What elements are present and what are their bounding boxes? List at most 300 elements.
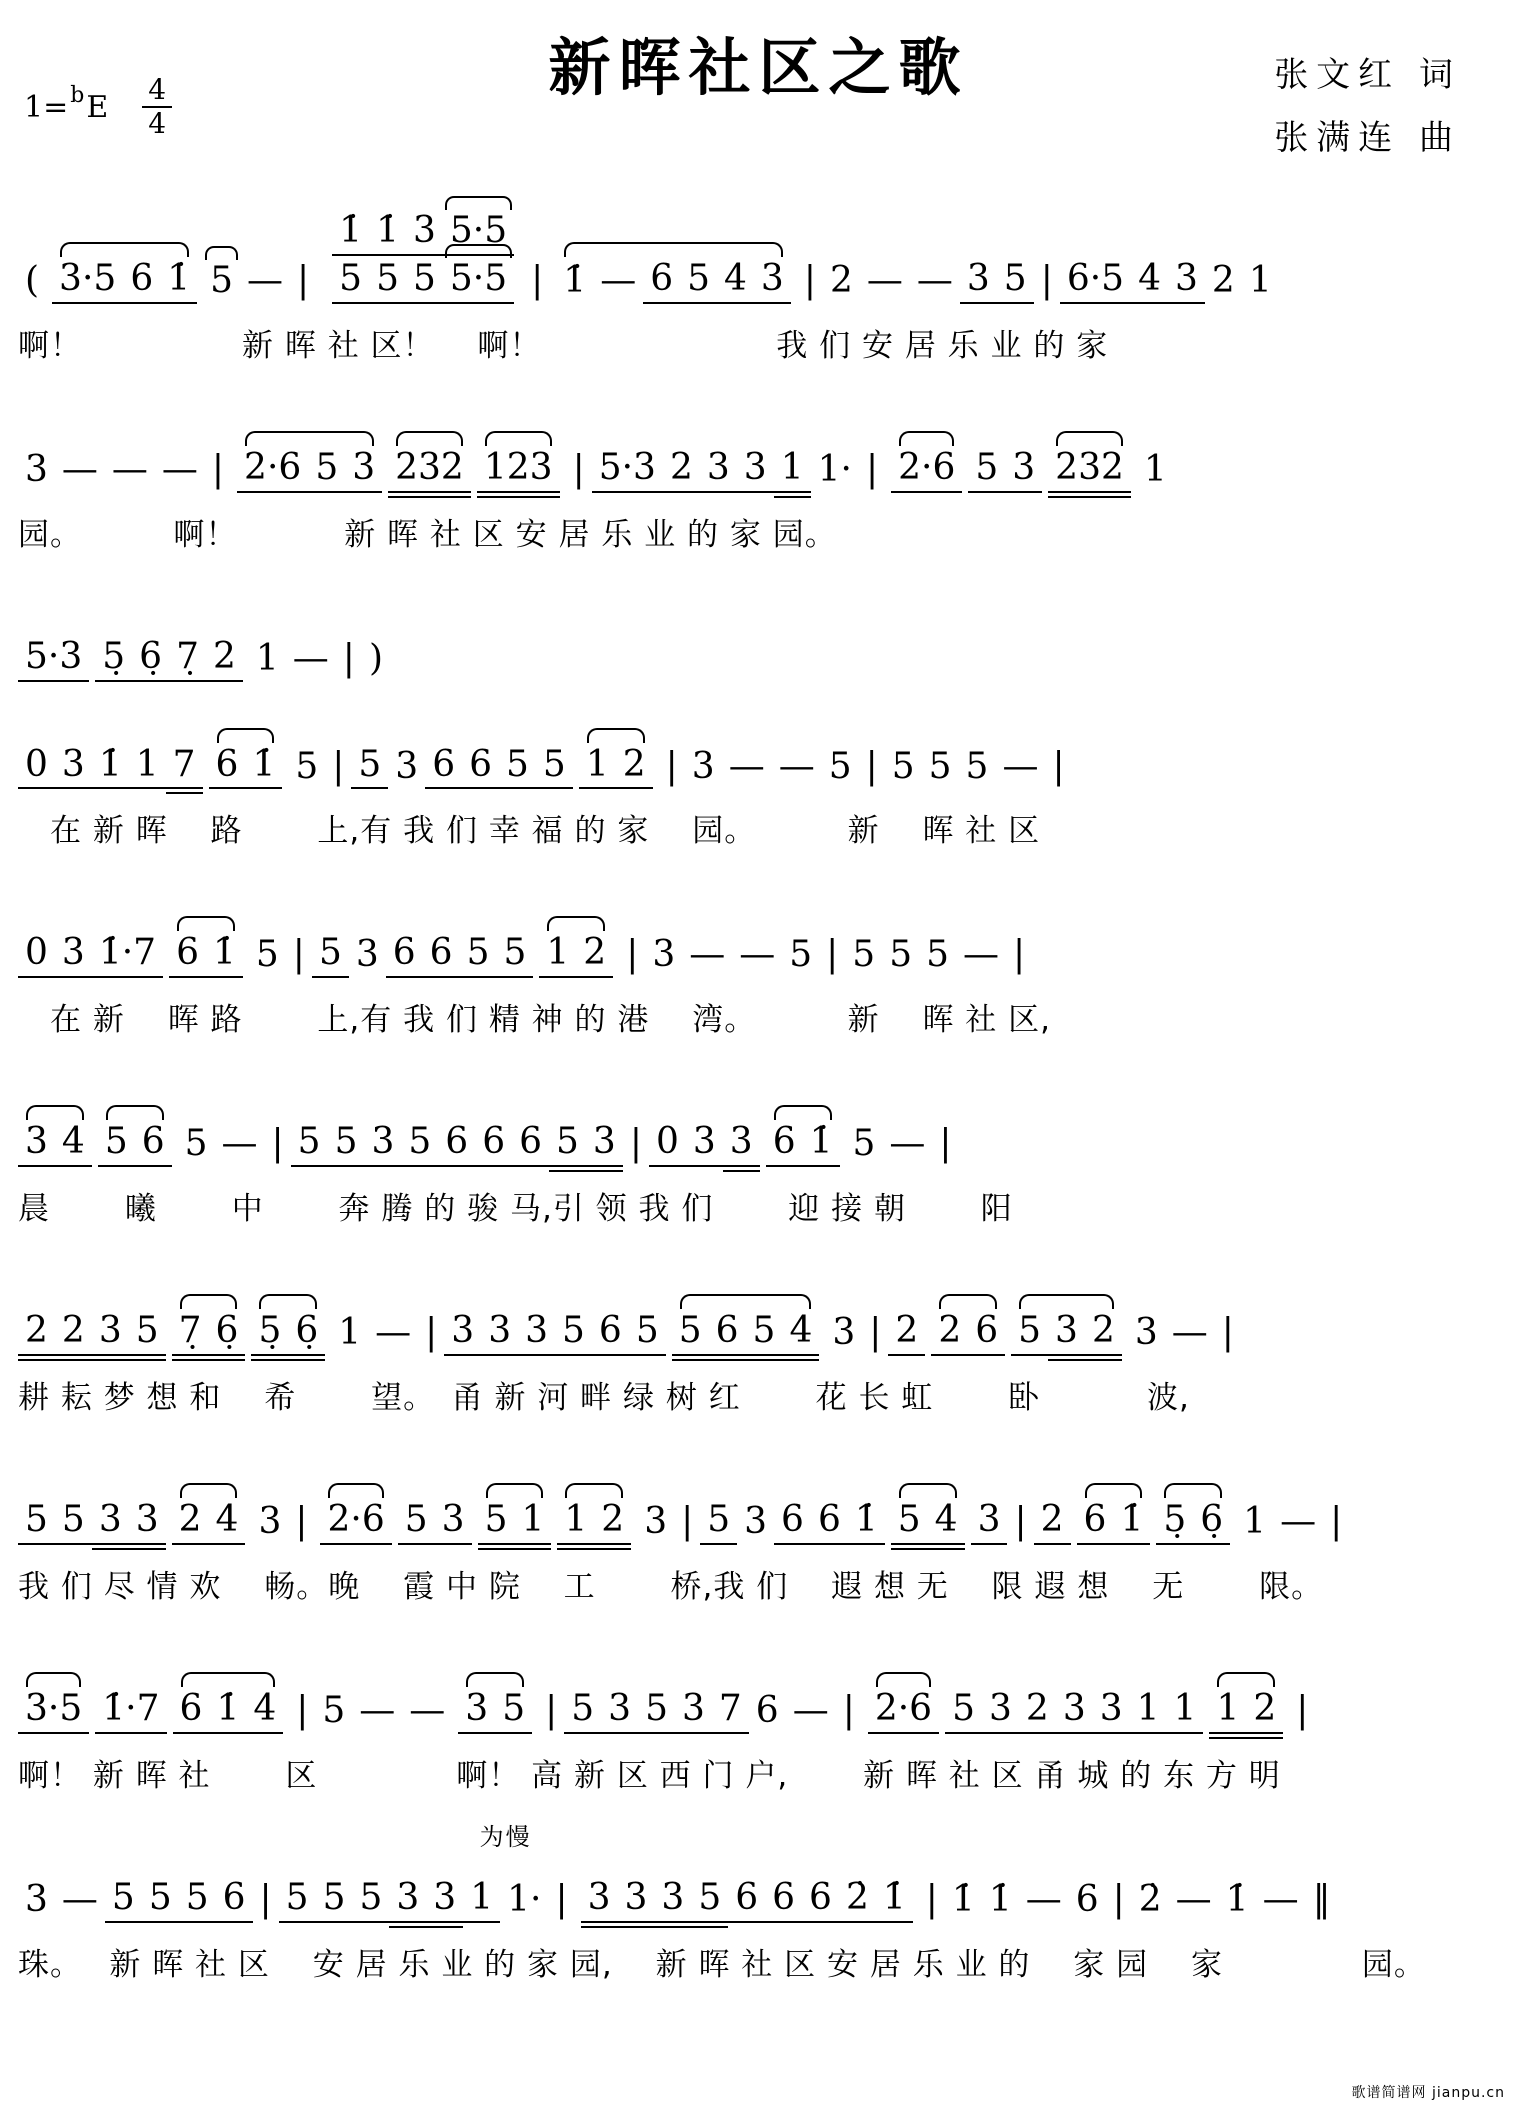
note-token: 5 — [332, 260, 369, 304]
note-token: 3 — [55, 746, 92, 790]
note-group — [18, 1483, 166, 1545]
note-group — [557, 1483, 631, 1545]
note-token: 5·5 — [443, 260, 514, 304]
note-token: 6 — [968, 1312, 1005, 1356]
note-token: 2 — [55, 1312, 92, 1356]
lyric-line: 啊！ 新 晖 社 区！ 啊！ 我 们 安 居 乐 业 的 家 — [18, 327, 1109, 364]
note-group — [18, 728, 203, 790]
note-token: | — [1296, 1689, 1309, 1731]
note-group — [388, 431, 471, 493]
note-token: | — [626, 934, 639, 976]
note-token: | — [425, 1312, 438, 1354]
note-token: 4 — [55, 1123, 92, 1167]
note-token: | — [545, 1689, 558, 1731]
meter-numerator: 4 — [142, 74, 172, 108]
note-token: 5 — [536, 746, 573, 790]
note-token: 1 — [255, 637, 279, 679]
note-token: 6 — [811, 1501, 848, 1545]
note-token: 1 — [774, 449, 811, 493]
music-line — [18, 1822, 1507, 1923]
note-token: 1 — [463, 1879, 500, 1923]
lyric-line: 园。 啊！ 新 晖 社 区 安 居 乐 业 的 家 园。 — [18, 516, 837, 553]
note-token: — — [1280, 1501, 1317, 1542]
note-token: 3 — [723, 1123, 760, 1167]
note-token: 4 — [1131, 260, 1168, 304]
lyric-line: 我 们 尽 情 欢 畅。晚 霞 中 院 工 桥,我 们 遐 想 无 限 遐 想 无 限。 — [18, 1568, 1324, 1605]
note-token: 3 — [518, 1312, 555, 1356]
note-token: 3 — [355, 934, 379, 976]
note-token: 3 — [618, 1879, 655, 1923]
note-group — [18, 433, 231, 493]
note-token: 3 — [129, 1501, 166, 1545]
page-title: 新晖社区之歌 — [548, 31, 969, 104]
note-token: 123 — [477, 449, 560, 493]
note-token: | — [665, 745, 678, 787]
note-token: — — [1262, 1878, 1299, 1920]
note-token: — — [889, 1123, 926, 1165]
note-token: 5̣ — [1156, 1501, 1193, 1545]
note-token: 3 — [92, 1312, 129, 1356]
note-token: 2 — [616, 746, 653, 790]
lyric-line: 在 新 晖 路 上,有 我 们 精 神 的 港 湾。 新 晖 社 区, — [18, 1002, 1052, 1039]
note-group — [971, 1483, 1071, 1545]
note-group — [477, 431, 560, 493]
note-token: | — [1112, 1878, 1125, 1920]
note-token: 5 — [997, 260, 1034, 304]
note-group — [797, 242, 1279, 304]
note-token: 5 — [142, 1879, 179, 1923]
note-token: | — [295, 1501, 308, 1542]
note-token: 1̇·7 — [95, 1690, 166, 1734]
note-token: 2·6 — [868, 1690, 939, 1734]
note-token: 6 — [1075, 1878, 1099, 1920]
note-token: 0 — [18, 934, 55, 978]
note-token: 2 — [1019, 1690, 1056, 1734]
note-token: 2̇ — [839, 1879, 876, 1923]
note-token: 3 — [700, 449, 737, 493]
note-token: 0 — [649, 1123, 686, 1167]
key-signature — [24, 74, 172, 140]
note-token: | — [296, 1689, 309, 1731]
note-token: 5 — [549, 1123, 586, 1167]
note-group — [249, 916, 533, 978]
note-token: 1̇ — [563, 259, 587, 301]
note-token: 3 — [406, 212, 443, 256]
note-token: 1̇ — [332, 212, 369, 256]
note-token: 5 — [312, 934, 349, 978]
note-group — [846, 1107, 959, 1167]
note-token: 3 — [55, 934, 92, 978]
note-token: 5 — [18, 1501, 55, 1545]
note-token: — — [728, 745, 765, 787]
note-token: 5 — [891, 1501, 928, 1545]
note-token: 3 — [652, 934, 676, 976]
score-line — [18, 1672, 1507, 1795]
note-token: — — [221, 1123, 258, 1165]
note-token: | — [259, 1878, 272, 1920]
note-group — [203, 244, 316, 304]
note-group — [891, 1483, 965, 1545]
note-token: | — [292, 934, 305, 976]
note-group — [52, 242, 197, 304]
note-group — [458, 1672, 532, 1734]
note-token: 1̇ — [848, 1501, 885, 1545]
note-group — [1209, 1672, 1283, 1734]
note-token: 4 — [928, 1501, 965, 1545]
composer-credit: 张满连 曲 — [1274, 117, 1461, 158]
meter-denominator: 4 — [148, 107, 167, 141]
score-line — [18, 916, 1507, 1039]
note-token: 232 — [1048, 449, 1131, 493]
note-group — [178, 1105, 760, 1167]
note-token: 3 — [737, 449, 774, 493]
note-token: — — [792, 1689, 829, 1731]
note-token: 5 — [55, 1501, 92, 1545]
note-group — [398, 1483, 472, 1545]
note-token: | — [211, 448, 225, 490]
note-token: 5 — [638, 1690, 675, 1734]
note-token: 3 — [960, 260, 997, 304]
note-token: 3 — [92, 1501, 129, 1545]
note-group — [1128, 1296, 1241, 1356]
note-token: — — [247, 259, 284, 301]
note-token: 6 — [802, 1879, 839, 1923]
note-token: 5 — [460, 934, 497, 978]
note-token: 6 — [766, 1123, 803, 1167]
note-token: 1̇ — [245, 746, 282, 790]
note-token: | — [865, 745, 878, 787]
note-token: 3 — [435, 1501, 472, 1545]
note-group — [289, 1674, 452, 1734]
note-token: 5 — [184, 1123, 208, 1165]
note-token: 5 — [928, 745, 952, 787]
note-token: — — [689, 934, 726, 976]
note-group — [95, 1672, 166, 1734]
note-token: 3 — [581, 1879, 618, 1923]
note-token: 2 — [1246, 1690, 1283, 1734]
tempo-marking: 为慢 — [479, 1822, 532, 1851]
note-token: 5 — [828, 745, 852, 787]
note-token: 6 — [123, 260, 160, 304]
note-token: 3 — [18, 1123, 55, 1167]
note-token: 5 — [351, 746, 388, 790]
note-token: 6 — [512, 1123, 549, 1167]
note-group — [581, 1861, 913, 1923]
note-group — [1156, 1483, 1230, 1545]
note-token: 1· — [817, 448, 852, 490]
watermark-site: 歌谱简谱网 — [1351, 2085, 1427, 2101]
note-token: 6 — [755, 1689, 779, 1731]
note-token: 1̇ — [92, 746, 129, 790]
note-group — [539, 916, 613, 978]
note-token: | — [1014, 1501, 1027, 1542]
note-group — [579, 728, 653, 790]
note-token: 5 — [179, 1879, 216, 1923]
note-token: 1 — [539, 934, 576, 978]
note-token: 3 — [364, 1123, 401, 1167]
note-group — [1289, 1674, 1315, 1734]
note-token: 5 — [672, 1312, 709, 1356]
note-token: 4 — [717, 260, 754, 304]
time-signature — [142, 74, 172, 140]
note-token: 1̇ — [369, 212, 406, 256]
score-line — [18, 620, 1507, 682]
lyricist-credit: 张文红 词 — [1274, 55, 1461, 95]
note-group — [18, 620, 89, 682]
note-token: 5 — [328, 1123, 365, 1167]
note-token: | — [271, 1123, 284, 1165]
note-token: 7̣ — [169, 638, 206, 682]
note-group — [1048, 431, 1131, 493]
note-token: 6 — [169, 934, 206, 978]
note-token: 5 — [496, 934, 533, 978]
note-token: — — [409, 1689, 446, 1731]
note-token: 5 — [564, 1690, 601, 1734]
note-token: 5 — [129, 1312, 166, 1356]
note-group — [18, 1294, 166, 1356]
note-token: 3 — [686, 1123, 723, 1167]
note-token: 1̇ — [1225, 1878, 1249, 1920]
note-token: 3 — [1093, 1690, 1130, 1734]
note-group — [18, 244, 46, 304]
note-group — [637, 1483, 885, 1545]
note-token: 5·5 — [443, 212, 514, 256]
note-group — [566, 431, 886, 493]
note-token: ( — [25, 259, 40, 301]
note-token: 5 — [499, 746, 536, 790]
note-token: 3 — [345, 449, 382, 493]
note-token: | — [531, 259, 544, 301]
score — [18, 212, 1507, 2050]
note-token: 6 — [209, 746, 246, 790]
note-group — [237, 431, 382, 493]
note-token: 2·6 — [320, 1501, 391, 1545]
note-token: — — [375, 1312, 412, 1354]
note-token: 5̣ — [251, 1312, 288, 1356]
note-token: 2 — [888, 1312, 925, 1356]
note-group — [18, 1672, 89, 1734]
note-group — [931, 1294, 1005, 1356]
note-token: 3 — [1056, 1690, 1093, 1734]
note-token: — — [916, 259, 953, 301]
note-token: 1̇ — [206, 934, 243, 978]
note-token: 5 — [308, 449, 345, 493]
note-group — [169, 916, 243, 978]
note-token: 6·5 — [1060, 260, 1131, 304]
music-line — [18, 620, 1507, 682]
note-token: 6 — [216, 1879, 253, 1923]
note-token: | — [297, 259, 310, 301]
note-token: 1̇ — [1113, 1501, 1150, 1545]
note-token: 5 — [965, 745, 989, 787]
note-token: 3 — [1048, 1312, 1085, 1356]
note-token: 1 — [1248, 259, 1272, 301]
note-token: 5 — [478, 1501, 515, 1545]
note-token: 6 — [774, 1501, 811, 1545]
note-group — [18, 1861, 575, 1923]
music-line — [18, 212, 1507, 304]
note-token: 6 — [135, 1123, 172, 1167]
lyric-line: 珠。 新 晖 社 区 安 居 乐 业 的 家 园, 新 晖 社 区 安 居 乐 业 的 家 园 家 园。 — [18, 1946, 1426, 1983]
note-token: | — [1221, 1312, 1234, 1354]
note-token: | — [1052, 745, 1065, 787]
note-token: 3 — [832, 1312, 856, 1354]
note-group — [478, 1483, 552, 1545]
note-token: 1̇ — [209, 1690, 246, 1734]
note-token: | — [939, 1123, 952, 1165]
note-token: 2 — [576, 934, 613, 978]
note-token: 3 — [1134, 1312, 1158, 1354]
note-token: — — [61, 448, 98, 490]
note-group — [659, 730, 1072, 790]
note-token: 5 — [398, 1501, 435, 1545]
note-token: 1 — [1209, 1690, 1246, 1734]
score-line — [18, 1483, 1507, 1606]
note-token: 3 — [395, 745, 419, 787]
note-token: 5 — [889, 934, 913, 976]
note-token: 232 — [388, 449, 471, 493]
note-token: | — [332, 745, 345, 787]
note-token: 2·6 — [237, 449, 308, 493]
note-token: 3·5 — [52, 260, 123, 304]
note-token: 2 — [172, 1501, 209, 1545]
note-token: | — [629, 1123, 642, 1165]
note-token: | — [925, 1878, 938, 1920]
note-token: 1 — [129, 746, 166, 790]
note-token: 2 — [931, 1312, 968, 1356]
score-line — [18, 728, 1507, 851]
note-token: 5 — [700, 1501, 737, 1545]
note-token: 5 — [629, 1312, 666, 1356]
note-token: 3 — [444, 1312, 481, 1356]
note-token: 7 — [712, 1690, 749, 1734]
note-token: 5 — [369, 260, 406, 304]
note-token: 5 — [406, 260, 443, 304]
note-token: 5 — [852, 934, 876, 976]
note-token: 6 — [425, 746, 462, 790]
note-token: 5 — [98, 1123, 135, 1167]
note-token: 2 — [1211, 259, 1235, 301]
note-group — [18, 916, 163, 978]
note-token: 5·3 — [18, 638, 89, 682]
note-token: 6 — [462, 746, 499, 790]
note-group — [825, 1294, 925, 1356]
note-token: 5 — [495, 1690, 532, 1734]
note-group — [1077, 1483, 1151, 1545]
note-token: | — [555, 1878, 568, 1920]
note-token: 5 — [691, 1879, 728, 1923]
note-group — [1011, 1294, 1122, 1356]
note-token: 3 — [25, 1878, 48, 1920]
note-token: 1 — [1243, 1501, 1267, 1542]
note-token: 2·6 — [891, 449, 962, 493]
key-prefix: 1= — [24, 89, 69, 125]
note-token: 5 — [1011, 1312, 1048, 1356]
note-token: 6 — [386, 934, 423, 978]
note-token: 1̇ — [876, 1879, 913, 1923]
note-token: 7 — [166, 746, 203, 790]
note-token: 6 — [592, 1312, 629, 1356]
note-token: — — [359, 1689, 396, 1731]
note-token: 1 — [1167, 1690, 1204, 1734]
note-group — [891, 431, 962, 493]
note-token: 5 — [316, 1879, 353, 1923]
note-token: 3 — [982, 1690, 1019, 1734]
note-token: 4 — [782, 1312, 819, 1356]
note-token: 1 — [579, 746, 616, 790]
note-token: 3 — [389, 1879, 426, 1923]
note-group — [288, 728, 572, 790]
note-token: ) — [368, 637, 383, 679]
note-token: 3 — [744, 1501, 768, 1542]
note-token: 6̣ — [288, 1312, 325, 1356]
note-group — [251, 1294, 325, 1356]
note-token: 1 — [514, 1501, 551, 1545]
note-token: — — [1175, 1878, 1212, 1920]
note-group — [556, 242, 791, 304]
note-group — [1236, 1485, 1349, 1545]
note-token: 6 — [173, 1690, 210, 1734]
note-group — [98, 1105, 172, 1167]
note-token: 1̇ — [803, 1123, 840, 1167]
note-token: | — [865, 448, 879, 490]
note-token: 2 — [18, 1312, 55, 1356]
note-token: 5̣ — [95, 638, 132, 682]
note-group — [249, 622, 390, 682]
score-line — [18, 1822, 1507, 1984]
lyric-line: 耕 耘 梦 想 和 希 望。 甬 新 河 畔 绿 树 红 花 长 虹 卧 波, — [18, 1380, 1190, 1416]
note-token: 3 — [654, 1879, 691, 1923]
lyric-line: 啊！ 新 晖 社 区 啊！ 高 新 区 西 门 户, 新 晖 社 区 甬 城 的 东 方 明 — [18, 1757, 1281, 1794]
music-line — [18, 1483, 1507, 1545]
note-token: 6 — [765, 1879, 802, 1923]
note-token: 2 — [206, 638, 243, 682]
music-line — [18, 916, 1507, 978]
note-token: | — [1040, 259, 1053, 301]
note-token: 2 — [594, 1501, 631, 1545]
note-token: 6 — [728, 1879, 765, 1923]
note-token: 6 — [709, 1312, 746, 1356]
watermark — [1352, 2082, 1505, 2102]
note-token: 5 — [891, 745, 915, 787]
note-token: — — [866, 259, 903, 301]
note-token: 3 — [258, 1501, 282, 1542]
note-token: | — [826, 934, 839, 976]
note-token: 1 — [557, 1501, 594, 1545]
note-token: — — [1002, 745, 1039, 787]
credits — [1274, 44, 1461, 170]
note-token: | — [869, 1312, 882, 1354]
note-token: | — [1013, 934, 1026, 976]
note-token: 5 — [746, 1312, 783, 1356]
score-line — [18, 1105, 1507, 1228]
note-token: 3 — [754, 260, 791, 304]
note-token: — — [1171, 1312, 1208, 1354]
note-token: 2 — [663, 449, 700, 493]
note-token: 3 — [675, 1690, 712, 1734]
watermark-domain: jianpu.cn — [1431, 2085, 1505, 2101]
chord-stack — [332, 212, 514, 304]
note-token: 6 — [475, 1123, 512, 1167]
note-token: 5 — [926, 934, 949, 976]
note-token: 2 — [829, 259, 853, 301]
note-token: 1̇ — [160, 260, 197, 304]
music-line — [18, 1672, 1507, 1734]
note-group — [251, 1485, 314, 1545]
note-token: — — [111, 448, 148, 490]
note-token: 5 — [680, 260, 717, 304]
note-group — [919, 1863, 1338, 1923]
